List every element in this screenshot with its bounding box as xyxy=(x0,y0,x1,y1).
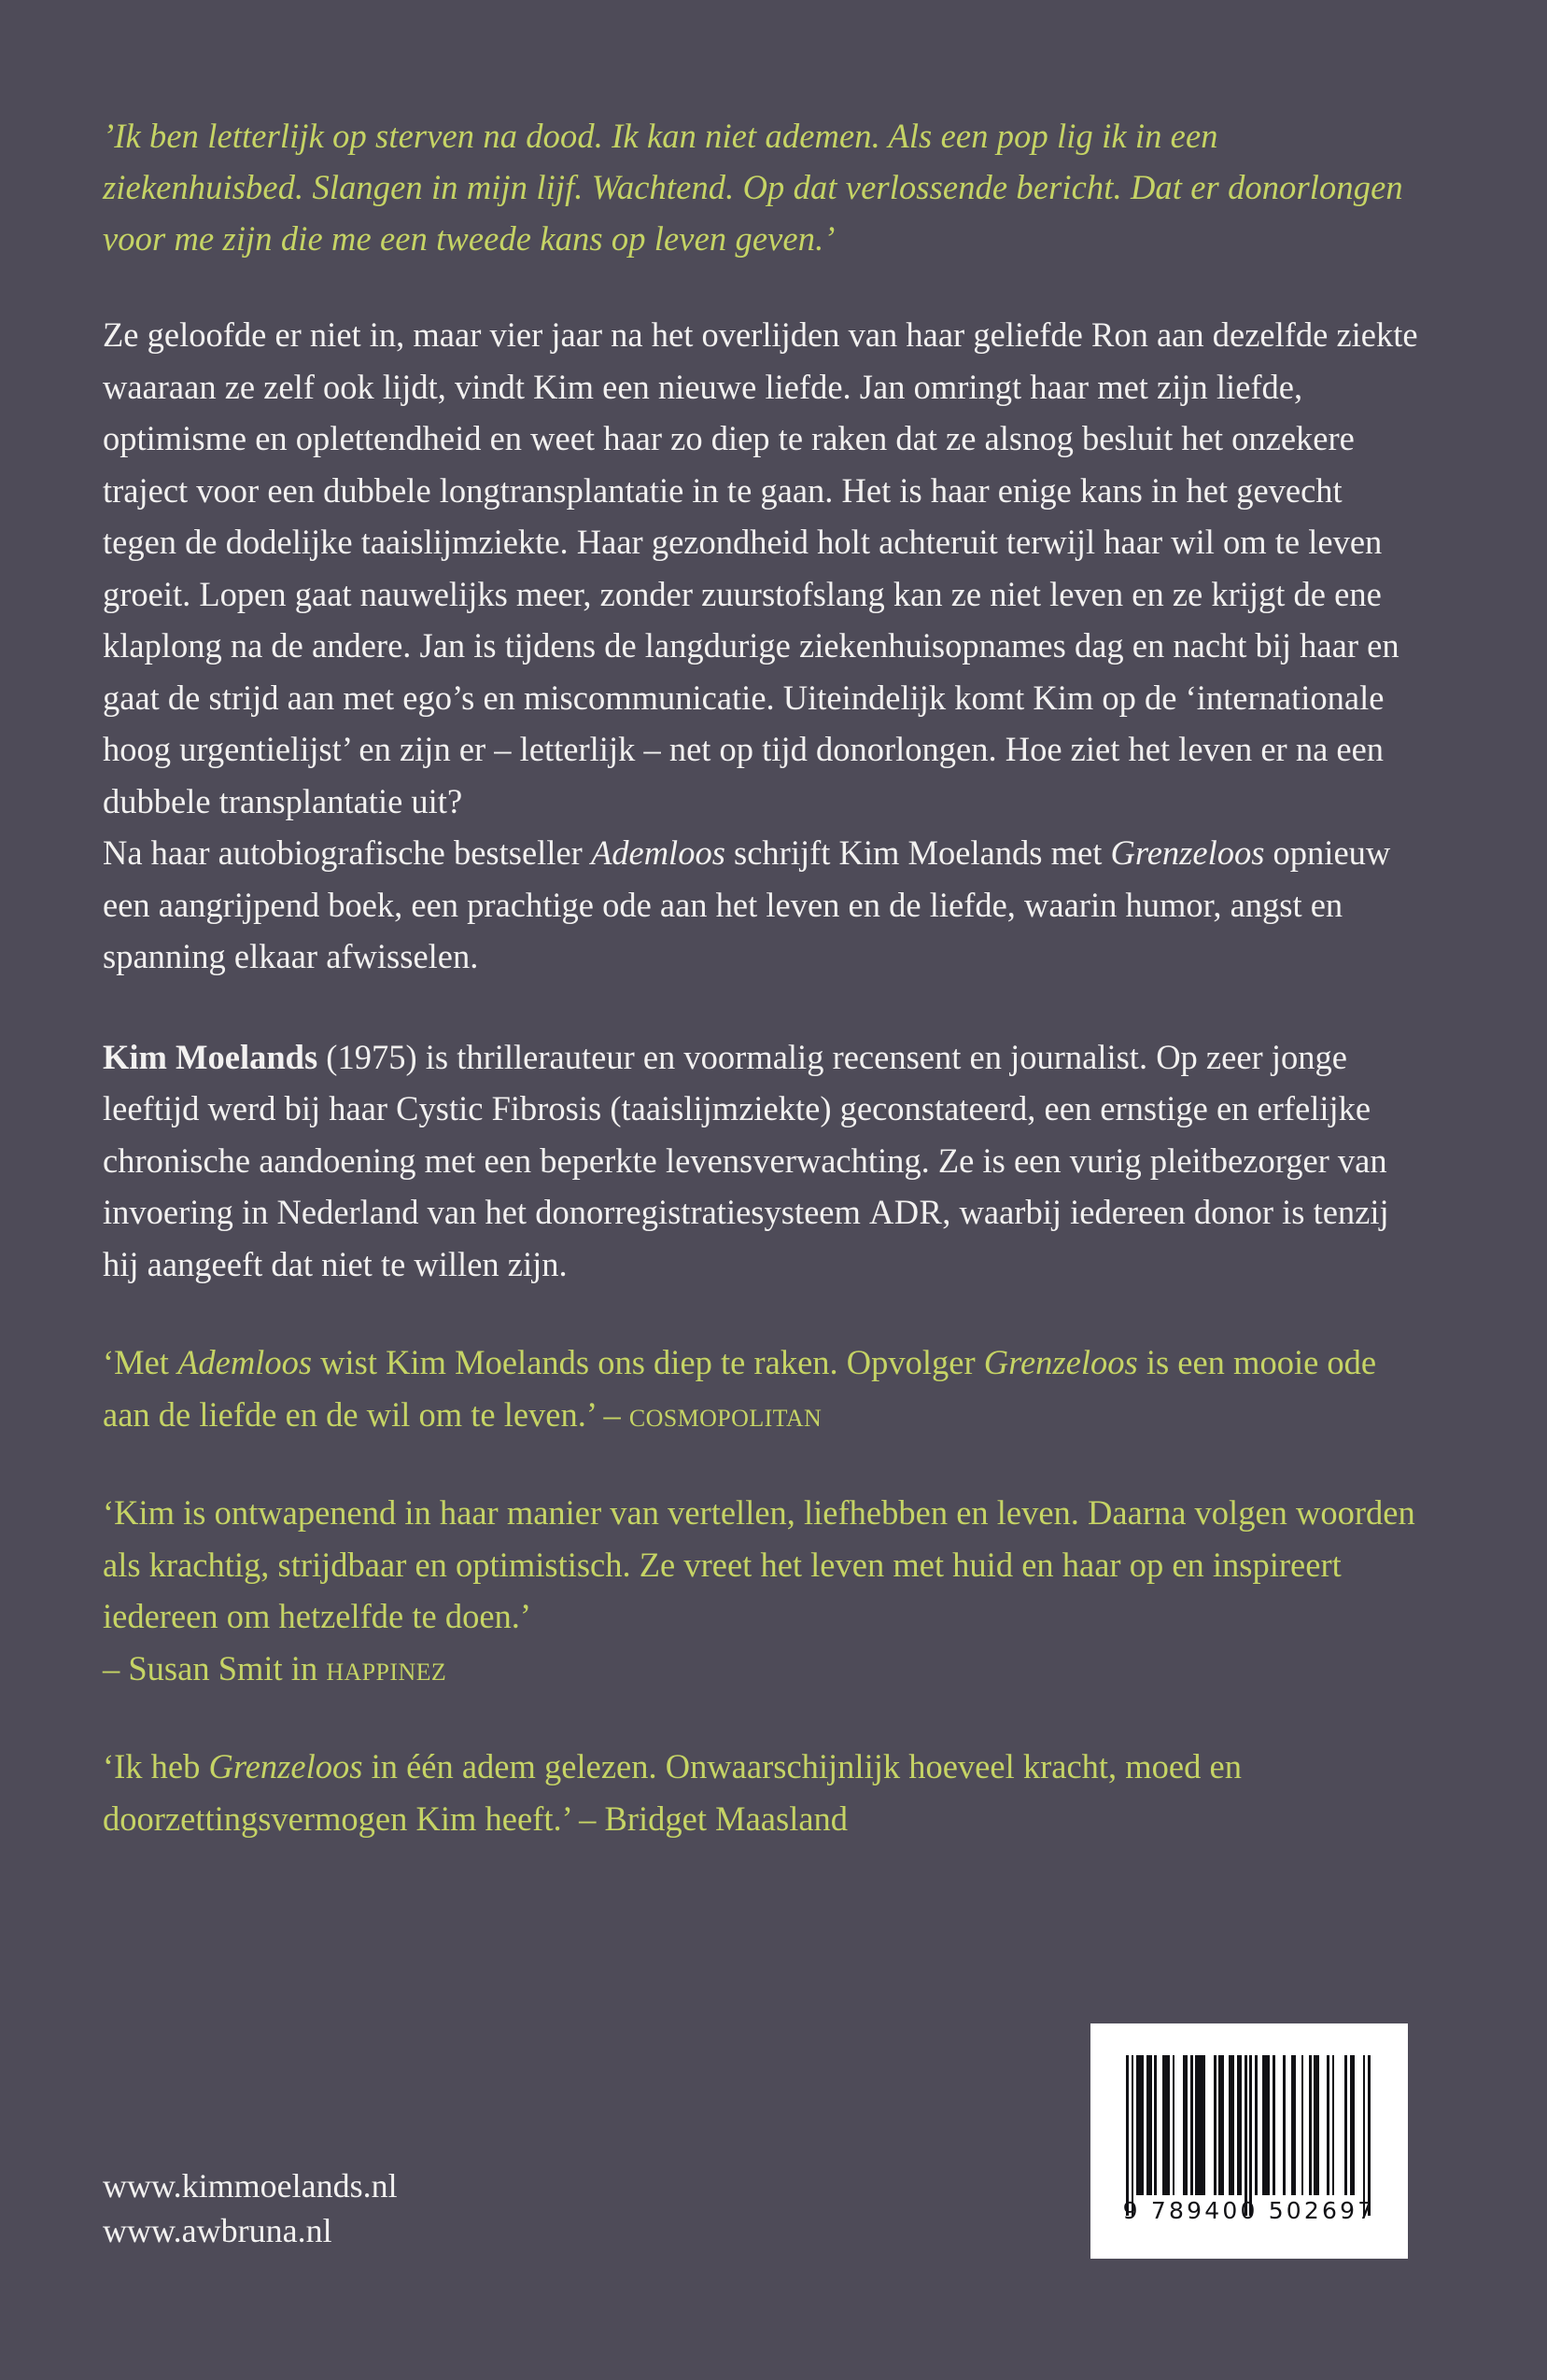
barcode-bar xyxy=(1368,2055,1371,2216)
website-author[interactable]: www.kimmoelands.nl xyxy=(103,2167,398,2205)
barcode-bar xyxy=(1183,2055,1188,2195)
barcode-bar xyxy=(1249,2055,1252,2216)
book-title-grenzeloos: Grenzeloos xyxy=(1110,833,1265,872)
barcode-bar xyxy=(1173,2055,1175,2195)
barcode-bar xyxy=(1132,2055,1134,2216)
barcode-bar xyxy=(1262,2055,1270,2195)
barcode-bars xyxy=(1126,2055,1371,2195)
review-blurb-maasland xyxy=(103,1741,1421,1844)
author-bio-text-b: , waarbij iedereen donor is tenzij hij aangeeft dat niet te willen zijn. xyxy=(103,1193,1389,1283)
synopsis-text-2a: Na haar autobiografische bestseller xyxy=(103,833,591,872)
adr-acronym: ADR xyxy=(869,1193,943,1231)
review-blurb-happinez xyxy=(103,1487,1421,1694)
barcode-bar xyxy=(1237,2055,1243,2195)
barcode-bar xyxy=(1126,2055,1129,2216)
synopsis-text-2b: schrijft Kim Moelands met xyxy=(724,833,1111,872)
blurb-1-text-b: wist Kim Moelands ons diep te raken. Opvolger xyxy=(312,1343,984,1381)
author-bio-paragraph xyxy=(103,1031,1421,1291)
synopsis-text-1: Ze geloofde er niet in, maar vier jaar na het overlijden van haar geliefde Ron aan dezelfde ziekte waaraan ze zelf ook lijdt, vindt Kim een nieuwe liefde. Jan omringt haar met zijn liefde, optimisme en oplettendheid en weet haar zo diep te raken dat ze alsnog besluit het onzekere traject voor een dubbele longtransplantatie in te gaan. Het is haar enige kans in het gevecht tegen de dodelijke taaislijmziekte. Haar gezondheid holt achteruit terwijl haar wil om te leven groeit. Lopen gaat nauwelijks meer, zonder zuurstofslang kan ze niet leven en ze krijgt de ene klaplong na de andere. Jan is tijdens de langdurige ziekenhuisopnames dag en nacht bij haar en gaat de strijd aan met ego’s en miscommunicatie. Uiteindelijk komt Kim op de ‘internationale hoog urgentielijst’ en zijn er – letterlijk – net op tijd donorlongen. Hoe ziet het leven er na een dubbele transplantatie uit? xyxy=(103,315,1418,820)
barcode-bar xyxy=(1291,2055,1297,2195)
isbn-barcode xyxy=(1090,2023,1408,2259)
blurb-1-text-c: is een mooie ode aan de liefde en de wil om te leven.’ – xyxy=(103,1343,1377,1434)
publisher-websites xyxy=(103,2163,398,2253)
blurb-2-text-b: – Susan Smit in xyxy=(103,1648,327,1687)
blurb-1-source: cosmopolitan xyxy=(628,1394,823,1434)
barcode-bar xyxy=(1162,2055,1170,2195)
barcode-bar xyxy=(1229,2055,1234,2195)
barcode-bar xyxy=(1255,2055,1258,2195)
barcode-bar xyxy=(1283,2055,1286,2195)
blurb-3-text-b: in één adem gelezen. Onwaarschijnlijk hoeveel kracht, moed en doorzettingsvermogen Kim heeft.’ – Bridget Maasland xyxy=(103,1747,1242,1838)
barcode-bar xyxy=(1309,2055,1312,2195)
barcode-bar xyxy=(1363,2055,1366,2216)
barcode-bar xyxy=(1245,2055,1247,2216)
synopsis-text-2c: opnieuw een aangrijpend boek, een prachtige ode aan het leven en de liefde, waarin humor, angst en spanning elkaar afwisselen. xyxy=(103,833,1391,975)
barcode-bar xyxy=(1327,2055,1329,2195)
author-name: Kim Moelands xyxy=(103,1037,318,1076)
barcode-bar xyxy=(1350,2055,1356,2195)
blurb-1-title-ademloos: Ademloos xyxy=(177,1343,313,1381)
barcode-bar xyxy=(1154,2055,1157,2195)
review-blurb-cosmopolitan xyxy=(103,1337,1421,1440)
blurb-2-text-a: ‘Kim is ontwapenend in haar manier van vertellen, liefhebben en leven. Daarna volgen woorden als krachtig, strijdbaar en optimistisch. Ze vreet het leven met huid en haar op en inspireert iedereen om hetzelfde te doen.’ xyxy=(103,1493,1415,1635)
synopsis-paragraph-1 xyxy=(103,309,1421,983)
website-publisher[interactable]: www.awbruna.nl xyxy=(103,2212,332,2249)
barcode-bar xyxy=(1214,2055,1217,2195)
pull-quote: ’Ik ben letterlijk op sterven na dood. Ik kan niet ademen. Als een pop lig ik in een ziekenhuisbed. Slangen in mijn lijf. Wachtend. Op dat verlossende bericht. Dat er donorlongen voor me zijn die me een tweede kans op leven geven.’ xyxy=(103,117,1403,258)
author-bio-text-a: is thrillerauteur en voormalig recensent en journalist. Op zeer jonge leeftijd werd bij haar Cystic Fibrosis (taaislijmziekte) geconstateerd, een ernstige en erfelijke chronische aandoening met een beperkte levensverwachting. Ze is een vurig pleitbezorger van invoering in Nederland van het donorregistratiesysteem xyxy=(103,1037,1387,1231)
barcode-bar xyxy=(1273,2055,1275,2195)
barcode-bar xyxy=(1314,2055,1319,2195)
barcode-bar xyxy=(1332,2055,1335,2195)
barcode-bar xyxy=(1344,2055,1347,2195)
blurb-3-title-grenzeloos: Grenzeloos xyxy=(208,1747,363,1785)
blurb-1-title-grenzeloos: Grenzeloos xyxy=(983,1343,1138,1381)
barcode-bar xyxy=(1146,2055,1152,2195)
blurb-3-text-a: ‘Ik heb xyxy=(103,1747,209,1785)
barcode-bar xyxy=(1190,2055,1193,2195)
book-title-ademloos: Ademloos xyxy=(590,833,725,872)
barcode-bar xyxy=(1218,2055,1224,2195)
barcode-number: 9 789400 502697 xyxy=(1122,2197,1376,2224)
barcode-bar xyxy=(1301,2055,1304,2195)
barcode-bar xyxy=(1136,2055,1144,2195)
author-birth-year: (1975) xyxy=(317,1037,417,1076)
blurb-2-source: happinez xyxy=(326,1648,447,1687)
cover-text-content xyxy=(103,110,1438,1844)
barcode-bar xyxy=(1195,2055,1205,2195)
blurb-1-text-a: ‘Met xyxy=(103,1343,178,1381)
